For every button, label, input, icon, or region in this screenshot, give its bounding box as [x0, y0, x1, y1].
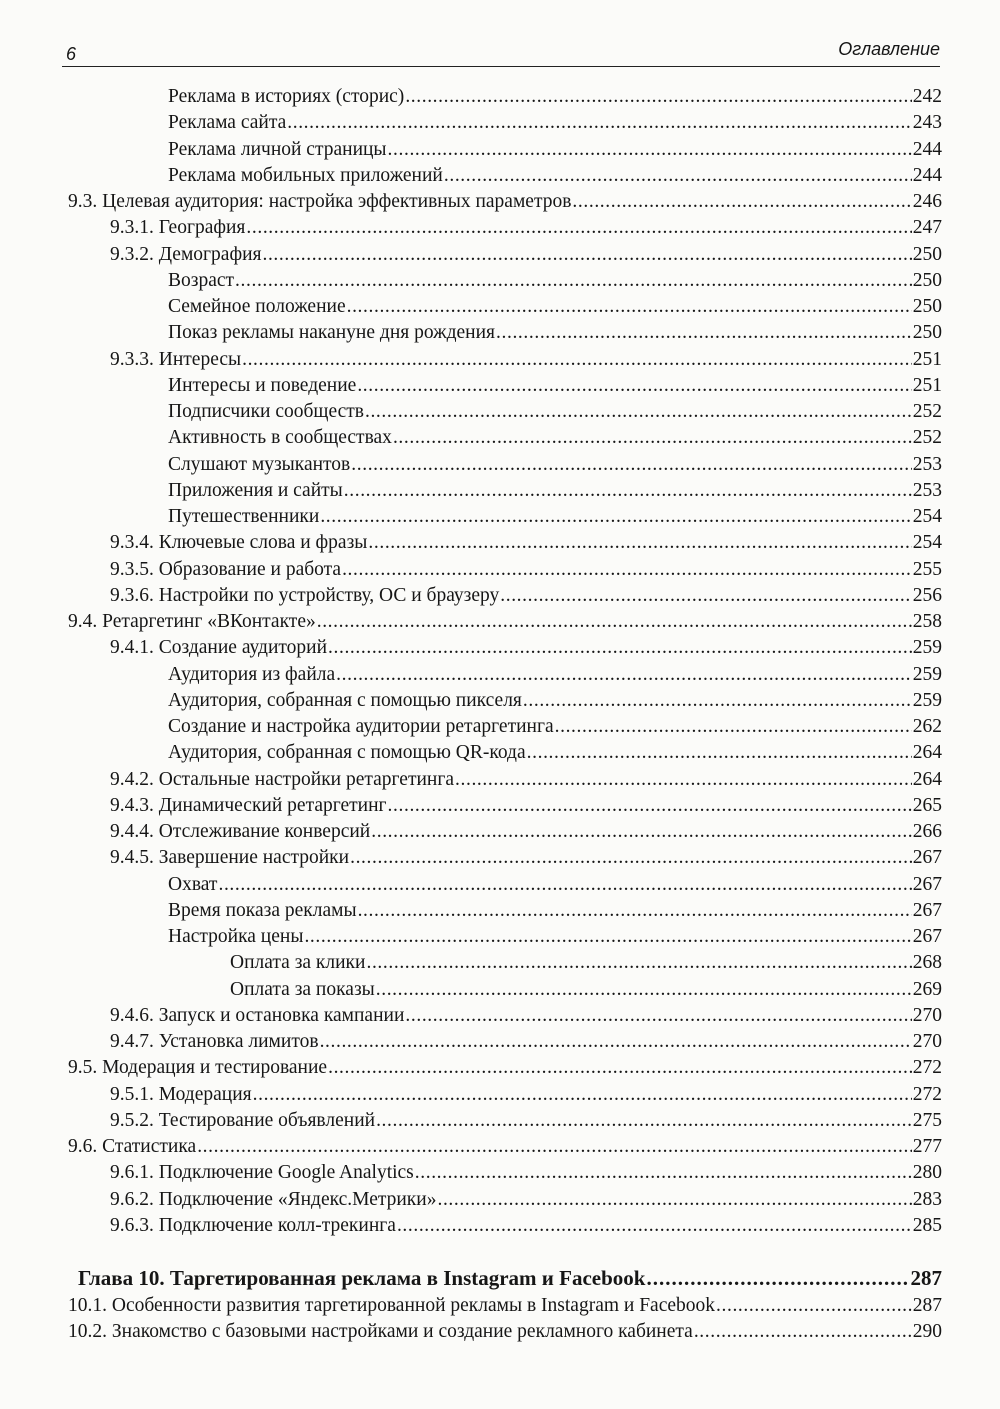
entry-title: Приложения и сайты: [168, 479, 343, 501]
entry-page-number: 268: [912, 952, 942, 974]
dot-leader: [357, 373, 911, 399]
dot-leader: [496, 320, 912, 346]
toc-entry: [110, 215, 942, 241]
toc-entry: [110, 793, 942, 819]
dot-leader: [405, 84, 911, 110]
dot-leader: [304, 924, 911, 950]
toc-entry: [68, 1319, 942, 1345]
toc-entry: [168, 714, 942, 740]
toc-entry: [68, 1134, 942, 1160]
entry-page-number: 254: [912, 506, 942, 527]
dot-leader: [336, 662, 912, 688]
toc-entry: [110, 1160, 942, 1186]
entry-title: Аудитория, собранная с помощью пикселя: [168, 689, 522, 711]
toc-entry: [168, 898, 942, 924]
entry-page-number: 253: [912, 479, 942, 501]
entry-title: Подписчики сообществ: [168, 401, 364, 422]
entry-page-number: 251: [912, 348, 942, 370]
dot-leader: [444, 163, 912, 189]
toc-entry: [168, 373, 942, 399]
entry-title: Слушают музыкантов: [168, 453, 351, 475]
entry-title: Охват: [168, 873, 218, 895]
toc-entry: [110, 242, 942, 268]
entry-title: Оплата за клики: [230, 952, 366, 974]
dot-leader: [405, 1003, 911, 1029]
entry-page-number: 270: [912, 1004, 942, 1026]
section-title: Оглавление: [838, 39, 940, 59]
entry-page-number: 283: [912, 1188, 942, 1210]
entry-title: Оплата за показы: [230, 978, 375, 1000]
toc-entry: [168, 268, 942, 294]
toc-entry: [110, 1187, 942, 1213]
dot-leader: [328, 1055, 912, 1081]
entry-page-number: 244: [912, 138, 942, 160]
entry-page-number: 270: [912, 1031, 942, 1052]
dot-leader: [351, 452, 911, 478]
entry-title: 9.4.3. Динамический ретаргетинг: [110, 794, 387, 816]
entry-page-number: 255: [912, 558, 942, 580]
entry-title: Возраст: [168, 269, 235, 291]
entry-title: Реклама мобильных приложений: [168, 164, 443, 186]
entry-title: 9.3.3. Интересы: [110, 348, 242, 370]
toc-entry: [110, 557, 942, 583]
toc-entry: [110, 1082, 942, 1108]
entry-title: 9.3.1. География: [110, 217, 246, 239]
entry-title: 9.4.4. Отслеживание конверсий: [110, 821, 371, 842]
dot-leader: [197, 1134, 912, 1160]
toc-entry: [168, 399, 942, 425]
entry-page-number: 259: [912, 637, 942, 659]
toc-entry: [110, 819, 942, 845]
entry-page-number: 259: [912, 689, 942, 711]
entry-page-number: 277: [912, 1136, 942, 1157]
toc-entry: [110, 767, 942, 793]
toc-entry: [230, 950, 942, 976]
dot-leader: [253, 1082, 912, 1108]
entry-title: 9.3.5. Образование и работа: [110, 558, 342, 580]
entry-title: 10.1. Особенности развития таргетированной рекламы в Instagram и Facebook: [68, 1295, 716, 1316]
dot-leader: [328, 635, 912, 661]
dot-leader: [365, 399, 912, 425]
toc-entry: [110, 1029, 942, 1055]
dot-leader: [376, 1108, 912, 1134]
entry-title: 9.6.1. Подключение Google Analytics: [110, 1162, 414, 1184]
dot-leader: [527, 740, 912, 766]
entry-title: Путешественники: [168, 506, 320, 527]
dot-leader: [397, 1213, 912, 1239]
entry-title: 9.4. Ретаргетинг «ВКонтакте»: [68, 611, 316, 632]
dot-leader: [572, 189, 911, 215]
entry-title: 9.4.1. Создание аудиторий: [110, 637, 328, 659]
entry-title: Создание и настройка аудитории ретаргетинга: [168, 716, 554, 737]
dot-leader: [523, 688, 912, 714]
toc-entry: [110, 1213, 942, 1239]
dot-leader: [500, 583, 912, 609]
toc-entry: [168, 740, 942, 766]
entry-title: 9.6. Статистика: [68, 1136, 197, 1157]
entry-page-number: 247: [912, 217, 942, 239]
toc-entry: [68, 189, 942, 215]
entry-title: Глава 10. Таргетированная реклама в Instagram и Facebook: [78, 1266, 646, 1290]
dot-leader: [347, 294, 912, 320]
dot-leader: [287, 110, 912, 136]
dot-leader: [437, 1187, 911, 1213]
entry-page-number: 275: [912, 1109, 942, 1131]
dot-leader: [317, 609, 912, 635]
dot-leader: [246, 215, 911, 241]
entry-page-number: 244: [912, 164, 942, 186]
toc-entry: [168, 137, 942, 163]
dot-leader: [376, 977, 912, 1003]
entry-page-number: 285: [912, 1214, 942, 1236]
toc-entry: [168, 662, 942, 688]
entry-title: 9.5.1. Модерация: [110, 1083, 252, 1105]
entry-title: 9.4.5. Завершение настройки: [110, 847, 350, 869]
toc-entry: [168, 320, 942, 346]
dot-leader: [342, 557, 912, 583]
entry-page-number: 290: [912, 1321, 942, 1343]
entry-page-number: 242: [912, 86, 942, 107]
entry-title: Аудитория, собранная с помощью QR-кода: [168, 742, 526, 764]
toc-entry: [110, 583, 942, 609]
entry-page-number: 272: [912, 1057, 942, 1079]
entry-title: Аудитория из файла: [168, 663, 336, 685]
toc-entry: [110, 845, 942, 871]
toc-entry: [168, 294, 942, 320]
entry-page-number: 250: [912, 296, 942, 317]
entry-title: Показ рекламы накануне дня рождения: [168, 322, 496, 344]
toc-entry: [110, 635, 942, 661]
dot-leader: [242, 347, 912, 373]
dot-leader: [350, 845, 912, 871]
toc-entry: [68, 1293, 942, 1319]
toc-entry: [168, 924, 942, 950]
entry-title: Время показа рекламы: [168, 899, 357, 921]
toc-entry: [110, 1108, 942, 1134]
dot-leader: [455, 767, 912, 793]
toc-entry: [168, 84, 942, 110]
toc-entry: [168, 452, 942, 478]
entry-title: 9.4.7. Установка лимитов: [110, 1031, 319, 1052]
entry-page-number: 246: [912, 191, 942, 212]
entry-title: Реклама сайта: [168, 112, 287, 134]
dot-leader: [555, 714, 912, 740]
toc-entry: [110, 530, 942, 556]
entry-page-number: 250: [912, 269, 942, 291]
entry-page-number: 267: [912, 873, 942, 895]
entry-title: 9.6.2. Подключение «Яндекс.Метрики»: [110, 1188, 437, 1210]
dot-leader: [262, 242, 911, 268]
toc-entry: [168, 163, 942, 189]
entry-page-number: 250: [912, 322, 942, 344]
entry-title: 9.3.4. Ключевые слова и фразы: [110, 532, 368, 554]
dot-leader: [368, 530, 911, 556]
entry-title: 9.4.6. Запуск и остановка кампании: [110, 1004, 405, 1026]
toc-entry: [168, 110, 942, 136]
toc-entry: [168, 872, 942, 898]
toc-entry: [110, 347, 942, 373]
entry-title: 9.3.6. Настройки по устройству, ОС и браузеру: [110, 584, 500, 606]
entry-title: 9.3. Целевая аудитория: настройка эффективных параметров: [68, 191, 572, 212]
toc-entry: [68, 1055, 942, 1081]
dot-leader: [358, 898, 912, 924]
entry-page-number: 287: [912, 1295, 942, 1316]
entry-page-number: 265: [912, 794, 942, 816]
entry-page-number: 272: [912, 1083, 942, 1105]
entry-page-number: 253: [912, 453, 942, 475]
entry-page-number: 264: [912, 768, 942, 790]
toc-entry: [168, 504, 942, 530]
entry-title: 9.3.2. Демография: [110, 243, 262, 265]
entry-title: Настройка цены: [168, 926, 304, 947]
dot-leader: [320, 1029, 912, 1055]
entry-page-number: 264: [912, 742, 942, 764]
dot-leader: [235, 268, 912, 294]
dot-leader: [344, 478, 912, 504]
entry-page-number: 252: [912, 401, 942, 422]
toc-entry: [168, 425, 942, 451]
toc-entry: [230, 977, 942, 1003]
entry-page-number: 269: [912, 978, 942, 1000]
entry-page-number: 267: [912, 847, 942, 869]
dot-leader: [371, 819, 912, 845]
dot-leader: [646, 1265, 909, 1291]
entry-title: 9.4.2. Остальные настройки ретаргетинга: [110, 768, 455, 790]
entry-page-number: 267: [912, 926, 942, 947]
dot-leader: [218, 872, 911, 898]
dot-leader: [366, 950, 911, 976]
entry-page-number: 252: [912, 427, 942, 449]
dot-leader: [393, 425, 912, 451]
entry-title: 9.5.2. Тестирование объявлений: [110, 1109, 376, 1131]
entry-title: Семейное положение: [168, 296, 346, 317]
entry-page-number: 243: [912, 112, 942, 134]
page-number: 6: [66, 44, 77, 64]
dot-leader: [320, 504, 911, 530]
toc-entry: [168, 688, 942, 714]
entry-page-number: 262: [912, 716, 942, 737]
chapter-entry: [78, 1265, 942, 1291]
dot-leader: [388, 793, 912, 819]
dot-leader: [694, 1319, 912, 1345]
entry-page-number: 254: [912, 532, 942, 554]
entry-page-number: 287: [910, 1266, 942, 1290]
dot-leader: [415, 1160, 912, 1186]
entry-page-number: 251: [912, 374, 942, 396]
entry-page-number: 280: [912, 1162, 942, 1184]
entry-page-number: 266: [912, 821, 942, 842]
entry-page-number: 259: [912, 663, 942, 685]
dot-leader: [716, 1293, 912, 1319]
entry-title: Реклама личной страницы: [168, 138, 387, 160]
toc-entry: [68, 609, 942, 635]
dot-leader: [388, 137, 912, 163]
entry-title: 10.2. Знакомство с базовыми настройками и создание рекламного кабинета: [68, 1321, 693, 1343]
entry-page-number: 250: [912, 243, 942, 265]
entry-title: 9.5. Модерация и тестирование: [68, 1057, 328, 1079]
toc-entry: [168, 478, 942, 504]
toc-entry: [110, 1003, 942, 1029]
entry-title: Активность в сообществах: [168, 427, 392, 449]
entry-title: Реклама в историях (сторис): [168, 86, 405, 107]
entry-title: 9.6.3. Подключение колл-трекинга: [110, 1214, 396, 1236]
running-header: [62, 36, 940, 67]
entry-page-number: 256: [912, 584, 942, 606]
entry-title: Интересы и поведение: [168, 374, 357, 396]
entry-page-number: 267: [912, 899, 942, 921]
entry-page-number: 258: [912, 611, 942, 632]
